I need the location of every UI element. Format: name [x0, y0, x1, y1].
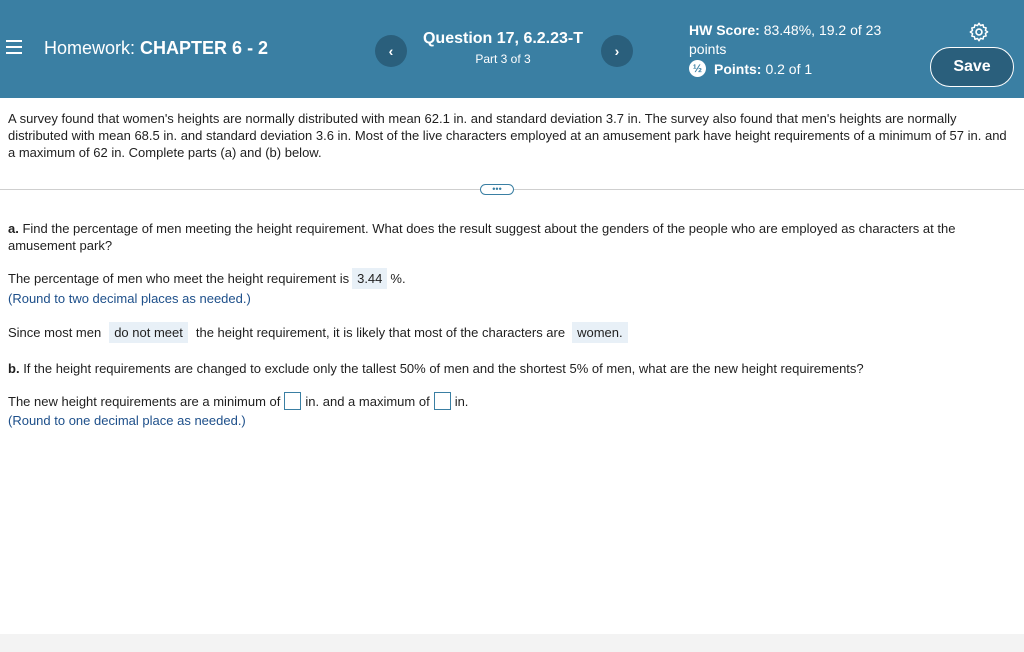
part-a-text: Find the percentage of men meeting the height requirement. What does the result suggest about the genders of the people who are employed as characters at the amusement park? — [8, 221, 956, 253]
part-a-conclusion-line — [8, 322, 631, 343]
hw-score — [689, 22, 881, 38]
top-bar — [0, 0, 1024, 98]
bottom-bar — [0, 634, 1024, 652]
since-choice-dropdown[interactable]: do not meet — [109, 322, 188, 343]
chevron-right-icon: › — [614, 43, 620, 59]
homework-chapter: CHAPTER 6 - 2 — [140, 38, 269, 58]
question-title: Question 17, 6.2.23-T — [422, 30, 584, 47]
part-a-answer-value: 3.44 — [352, 268, 387, 289]
hw-score-suffix: points — [689, 41, 727, 57]
problem-intro: A survey found that women's heights are normally distributed with mean 62.1 in. and standard deviation 3.7 in. The survey also found that men's heights are normally distributed with mean 68.5 in. and standard deviation 3.6 in. Most of the live characters employed at an amusement park have height requirements of a minimum of 57 in. and a maximum of 62 in. Complete parts (a) and (b) below. — [8, 111, 1007, 160]
part-a-answer-suffix: %. — [390, 271, 406, 286]
max-height-input[interactable] — [434, 392, 451, 410]
since-middle: the height requirement, it is likely that most of the characters are — [195, 325, 566, 340]
hw-score-label: HW Score: — [689, 22, 760, 38]
since-answer-dropdown[interactable]: women. — [572, 322, 628, 343]
hamburger-icon[interactable] — [6, 40, 22, 54]
part-b-text: If the height requirements are changed to exclude only the tallest 50% of men and the shortest 5% of men, what are the new height requirements? — [23, 361, 864, 376]
chevron-left-icon: ‹ — [388, 43, 394, 59]
part-b-label: b. — [8, 361, 20, 376]
hw-score-value: 83.48%, 19.2 of 23 — [763, 22, 882, 38]
part-b-question — [8, 360, 1012, 377]
part-b-answer-line — [8, 392, 468, 410]
part-b-answer-suffix: in. — [454, 393, 469, 409]
homework-prefix: Homework: — [44, 38, 136, 58]
points-label: Points: — [714, 60, 762, 77]
part-b-hint: (Round to one decimal place as needed.) — [8, 413, 246, 428]
partial-credit-icon: ½ — [689, 60, 706, 77]
homework-title — [44, 38, 268, 59]
part-b-answer-middle: in. and a maximum of — [305, 393, 430, 409]
part-a-question — [8, 220, 1012, 254]
previous-question-button[interactable] — [375, 35, 407, 67]
part-a-label: a. — [8, 221, 19, 236]
points-status — [689, 60, 812, 77]
part-a-answer-prefix: The percentage of men who meet the height requirement is — [8, 271, 350, 286]
gear-icon[interactable] — [968, 21, 990, 43]
question-part: Part 3 of 3 — [475, 52, 531, 66]
part-b-answer-prefix: The new height requirements are a minimum of — [8, 393, 281, 409]
points-value: 0.2 of 1 — [765, 60, 813, 77]
part-a-hint: (Round to two decimal places as needed.) — [8, 291, 251, 306]
expand-more-button[interactable]: ••• — [480, 184, 514, 195]
min-height-input[interactable] — [284, 392, 301, 410]
next-question-button[interactable] — [601, 35, 633, 67]
since-prefix: Since most men — [8, 325, 102, 340]
part-a-answer-line — [8, 268, 406, 289]
save-button[interactable]: Save — [930, 47, 1014, 87]
